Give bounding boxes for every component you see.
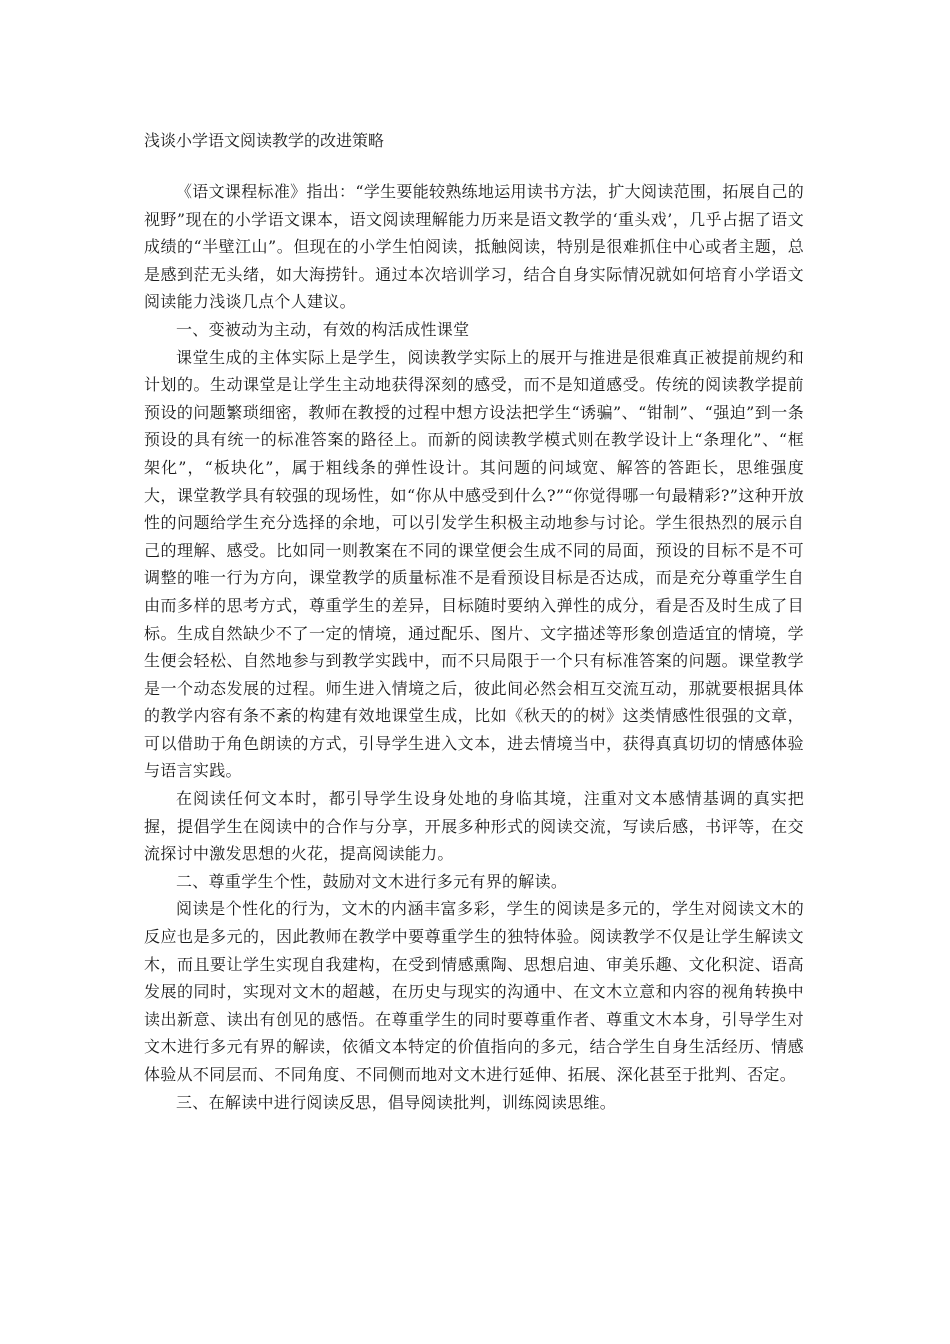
document-body (144, 178, 804, 1116)
intro-paragraph: 《语文课程标准》指出：“学生要能较熟练地运用读书方法，扩大阅读范围，拓展自己的视野”现在的小学语文课本，语文阅读理解能力历来是语文教学的‘重头戏’，几乎占据了语文成绩的“半壁江山”。但现在的小学生怕阅读，抵触阅读，特别是很难抓住中心或者主题，总是感到茫无头绪，如大海捞针。通过本次培训学习，结合自身实际情况就如何培育小学语文阅读能力浅谈几点个人建议。 (144, 182, 804, 312)
document-title: 浅谈小学语文阅读教学的改进策略 (144, 131, 385, 150)
section-1-paragraph-2: 在阅读任何文本时，都引导学生设身处地的身临其境，注重对文本感情基调的真实把握，提倡学生在阅读中的合作与分享，开展多种形式的阅读交流，写读后感，书评等，在交流探讨中激发思想的火花，提高阅读能力。 (144, 789, 804, 864)
section-2-paragraph-1: 阅读是个性化的行为，文木的内涵丰富多彩，学生的阅读是多元的，学生对阅读文木的反应也是多元的，因此教师在教学中要尊重学生的独特体验。阅读教学不仅是让学生解读文木，而且要让学生实现自我建构，在受到情感熏陶、思想启迪、审美乐趣、文化积淀、语高发展的同时，实现对文木的超越，在历史与现实的沟通中、在文木立意和内容的视角转换中读出新意、读出有创见的感悟。在尊重学生的同时要尊重作者、尊重文木本身，引导学生对文木进行多元有界的解读，依循文本特定的价值指向的多元，结合学生自身生活经历、情感体验从不同层而、不同角度、不同侧而地对文木进行延伸、拓展、深化甚至于批判、否定。 (144, 899, 804, 1084)
section-1-paragraph-1: 课堂生成的主体实际上是学生，阅读教学实际上的展开与推进是很难真正被提前规约和计划的。生动课堂是让学生主动地获得深刻的感受，而不是知道感受。传统的阅读教学提前预设的问题繁琐细密，教师在教授的过程中想方设法把学生“诱骗”、“钳制”、“强迫”到一条预设的具有统一的标准答案的路径上。而新的阅读教学模式则在教学设计上“条理化”、“框架化”，“板块化”，属于粗线条的弹性设计。其问题的问域宽、解答的答距长，思维强度大，课堂教学具有较强的现场性，如“你从中感受到什么?”“你觉得哪一句最精彩?”这种开放性的问题给学生充分选择的余地，可以引发学生积极主动地参与讨论。学生很热烈的展示自己的理解、感受。比如同一则教案在不同的课堂便会生成不同的局面，预设的目标不是不可调整的唯一行为方向，课堂教学的质量标准不是看预设目标是否达成，而是充分尊重学生自由而多样的思考方式，尊重学生的差异，目标随时要纳入弹性的成分，看是否及时生成了目标。生成自然缺少不了一定的情境，通过配乐、图片、文字描述等形象创造适宜的情境，学生便会轻松、自然地参与到教学实践中，而不只局限于一个只有标准答案的问题。课堂教学是一个动态发展的过程。师生进入情境之后，彼此间必然会相互交流互动，那就要根据具体的教学内容有条不紊的构建有效地课堂生成，比如《秋天的的树》这类情感性很强的文章，可以借助于角色朗读的方式，引导学生进入文本，进去情境当中，获得真真切切的情感体验与语言实践。 (144, 347, 804, 781)
section-heading-2: 二、尊重学生个性，鼓励对文木进行多元有界的解读。 (176, 871, 568, 891)
section-heading-1: 一、变被动为主动，有效的构活成性课堂 (176, 319, 470, 339)
section-heading-3: 三、在解读中进行阅读反思，倡导阅读批判，训练阅读思维。 (176, 1092, 617, 1112)
